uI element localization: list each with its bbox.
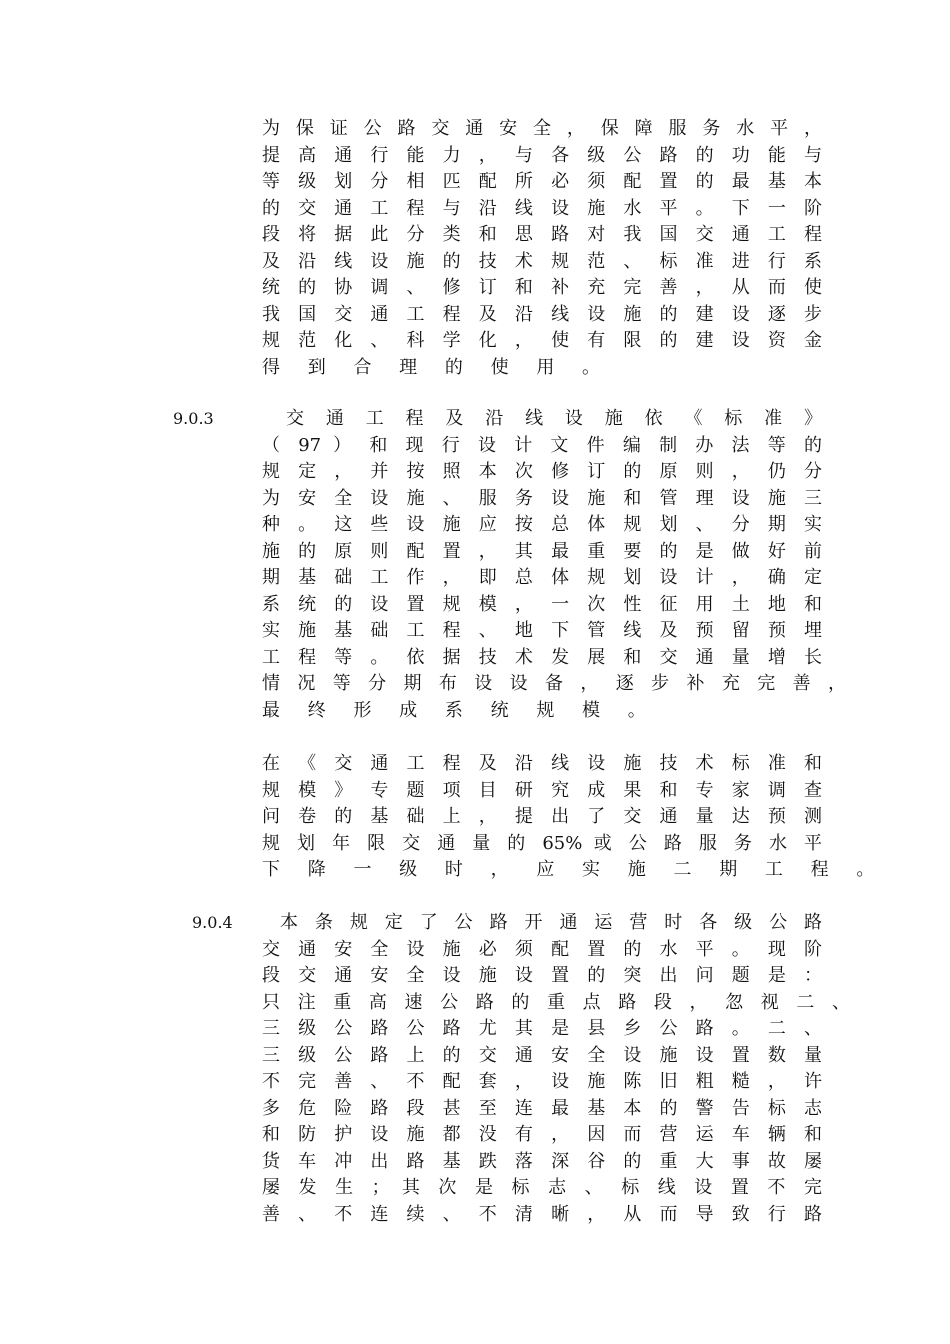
text-line: 只 注 重 高 速 公 路 的 重 点 路 段 ， 忽 视 二 、 — [262, 991, 850, 1013]
text-line: 情 况 等 分 期 布 设 设 备 ， 逐 步 补 充 完 善 ， — [262, 673, 846, 694]
text-line: 最 终 形 成 系 统 规 模 。 — [262, 699, 657, 721]
text-line: 段 交 通 安 全 设 施 设 置 的 突 出 问 题 是 ： — [262, 965, 822, 986]
text-line: 为 安 全 设 施 、 服 务 设 施 和 管 理 设 施 三 — [262, 487, 822, 509]
text-line: 多 危 险 路 段 甚 至 连 最 基 本 的 警 告 标 志 — [262, 1097, 822, 1119]
clause-number-9-0-3: 9.0.3 — [173, 409, 214, 428]
text-line: 及 沿 线 设 施 的 技 术 规 范 、 标 准 进 行 系 — [262, 250, 822, 272]
text-line: 提 高 通 行 能 力 ， 与 各 级 公 路 的 功 能 与 — [262, 144, 822, 166]
text-line: 我 国 交 通 工 程 及 沿 线 设 施 的 建 设 逐 步 — [262, 303, 822, 325]
text-line: 问 卷 的 基 础 上 ， 提 出 了 交 通 量 达 预 测 — [262, 806, 822, 827]
text-line: 统 的 协 调 、 修 订 和 补 充 完 善 ， 从 而 使 — [262, 277, 822, 298]
text-line: 下 降 一 级 时 ， 应 实 施 二 期 工 程 。 — [262, 859, 886, 880]
text-line: 等 级 划 分 相 匹 配 所 必 须 配 置 的 最 基 本 — [262, 171, 822, 192]
text-line: 三 级 公 路 公 路 尤 其 是 县 乡 公 路 。 二 、 — [262, 1018, 822, 1039]
text-line: 得 到 合 理 的 使 用 。 — [262, 356, 612, 378]
text-line: 三 级 公 路 上 的 交 通 安 全 设 施 设 置 数 量 — [262, 1044, 822, 1066]
text-line: 货 车 冲 出 路 基 跌 落 深 谷 的 重 大 事 故 屡 — [262, 1150, 822, 1172]
text-line: 的 交 通 工 程 与 沿 线 设 施 水 平 。 下 一 阶 — [262, 197, 822, 219]
text-line: 和 防 护 设 施 都 没 有 ， 因 而 营 运 车 辆 和 — [262, 1124, 822, 1145]
text-line: 屡 发 生 ； 其 次 是 标 志 、 标 线 设 置 不 完 — [262, 1177, 822, 1198]
text-line: 期 基 础 工 作 ， 即 总 体 规 划 设 计 ， 确 定 — [262, 567, 822, 588]
text-line: （ 97 ） 和 现 行 设 计 文 件 编 制 办 法 等 的 — [262, 434, 822, 456]
text-line: 段 将 据 此 分 类 和 思 路 对 我 国 交 通 工 程 — [262, 224, 822, 245]
text-line: 规 范 化 、 科 学 化 ， 使 有 限 的 建 设 资 金 — [262, 330, 822, 351]
text-line: 施 的 原 则 配 置 ， 其 最 重 要 的 是 做 好 前 — [262, 540, 822, 562]
text-line: 种 。 这 些 设 施 应 按 总 体 规 划 、 分 期 实 — [262, 514, 822, 535]
text-line: 规 划 年 限 交 通 量 的 65% 或 公 路 服 务 水 平 — [262, 832, 822, 854]
text-line: 工 程 等 。 依 据 技 术 发 展 和 交 通 量 增 长 — [262, 646, 822, 668]
text-line: 系 统 的 设 置 规 模 ， 一 次 性 征 用 土 地 和 — [262, 593, 822, 615]
text-line: 交 通 工 程 及 沿 线 设 施 依 《 标 准 》 — [286, 408, 822, 429]
text-line: 实 施 基 础 工 程 、 地 下 管 线 及 预 留 预 埋 — [262, 620, 822, 641]
text-line: 规 模 》 专 题 项 目 研 究 成 果 和 专 家 调 查 — [262, 779, 822, 801]
text-line: 规 定 ， 并 按 照 本 次 修 订 的 原 则 ， 仍 分 — [262, 461, 822, 482]
clause-number-9-0-4: 9.0.4 — [192, 913, 233, 932]
text-line: 交 通 安 全 设 施 必 须 配 置 的 水 平 。 现 阶 — [262, 938, 822, 960]
text-line: 在 《 交 通 工 程 及 沿 线 设 施 技 术 标 准 和 — [262, 753, 822, 774]
text-line: 为 保 证 公 路 交 通 安 全 ， 保 障 服 务 水 平 ， — [262, 118, 822, 139]
text-line: 不 完 善 、 不 配 套 ， 设 施 陈 旧 粗 糙 ， 许 — [262, 1071, 822, 1092]
text-line: 善 、 不 连 续 、 不 清 晰 ， 从 而 导 致 行 路 — [262, 1203, 822, 1225]
text-line: 本 条 规 定 了 公 路 开 通 运 营 时 各 级 公 路 — [280, 912, 822, 933]
